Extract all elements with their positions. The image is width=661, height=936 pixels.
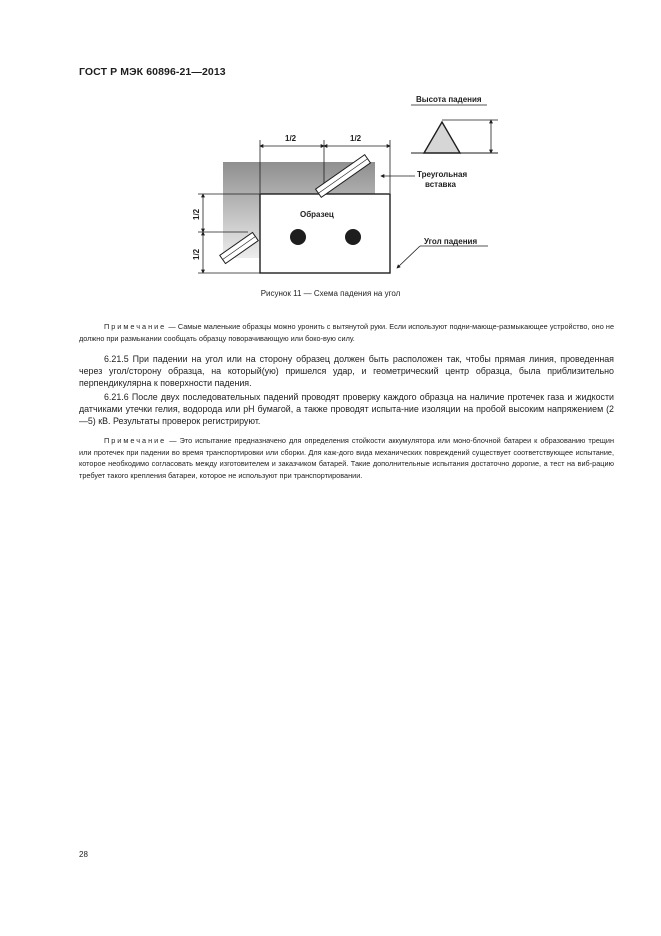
- note-2: [79, 435, 614, 482]
- note-1-label: Примечание: [104, 322, 167, 331]
- triangular-insert-shape: [424, 122, 460, 153]
- drop-test-diagram: [180, 88, 510, 280]
- note-1-text: — Самые маленькие образцы можно уронить с вытянутой руки. Если используют подни-мающе-размыкающее устройство, оно не должно при размыкании сообщать образцу поворачивающую или боко-вую силу.: [79, 322, 614, 343]
- dim-half-top-right: 1/2: [350, 134, 362, 143]
- paragraph-6-21-5: 6.21.5 При падении на угол или на сторону образец должен быть расположен так, чтобы прямая линия, проведенная через угол/сторону образца, на который(ую) пришелся удар, и геометрический центр образца, была приблизительно перпендикулярна к поверхности падения.: [79, 354, 614, 389]
- dim-half-top-left: 1/2: [285, 134, 297, 143]
- note-2-label: Примечание: [104, 436, 167, 445]
- terminal-left: [290, 229, 306, 245]
- page-number: 28: [79, 850, 88, 859]
- paragraph-6-21-6: 6.21.6 После двух последовательных падений проводят проверку каждого образца на наличие протечек газа и жидкости датчиками утечки гелия, водорода или pH бумагой, а также проводят испыта-ние изоляции на пробой высоким напряжением (2—5) кВ. Результаты проверок регистрируют.: [79, 392, 614, 427]
- drop-corner-label: Угол падения: [424, 237, 478, 246]
- dim-half-left-top: 1/2: [192, 208, 201, 220]
- document-header: ГОСТ Р МЭК 60896-21—2013: [79, 66, 226, 78]
- terminal-right: [345, 229, 361, 245]
- figure-caption: Рисунок 11 — Схема падения на угол: [260, 289, 401, 298]
- drop-height-label: Высота падения: [416, 95, 482, 104]
- note-1: [79, 321, 614, 344]
- sample-box: [260, 194, 390, 273]
- sample-label: Образец: [300, 210, 334, 219]
- dim-half-left-bottom: 1/2: [192, 248, 201, 260]
- triangular-insert-label-1: Треугольная: [417, 170, 468, 179]
- triangular-insert-label-2: вставка: [425, 180, 456, 189]
- note-2-text: — Это испытание предназначено для определения стойкости аккумулятора или моно-блочной батареи к образованию трещин или протечек при падении во время транспортировки или сборки. Для каж-дого вида механических повреждений существует соответствующее испытание, которое необходимо согласовать между изготовителем и заказчиком батарей. Такие дополнительные испытания достаточно дорогие, а тест на виб-рацию требует такого крепления батареи, которое не используют при транспортировании.: [79, 436, 614, 481]
